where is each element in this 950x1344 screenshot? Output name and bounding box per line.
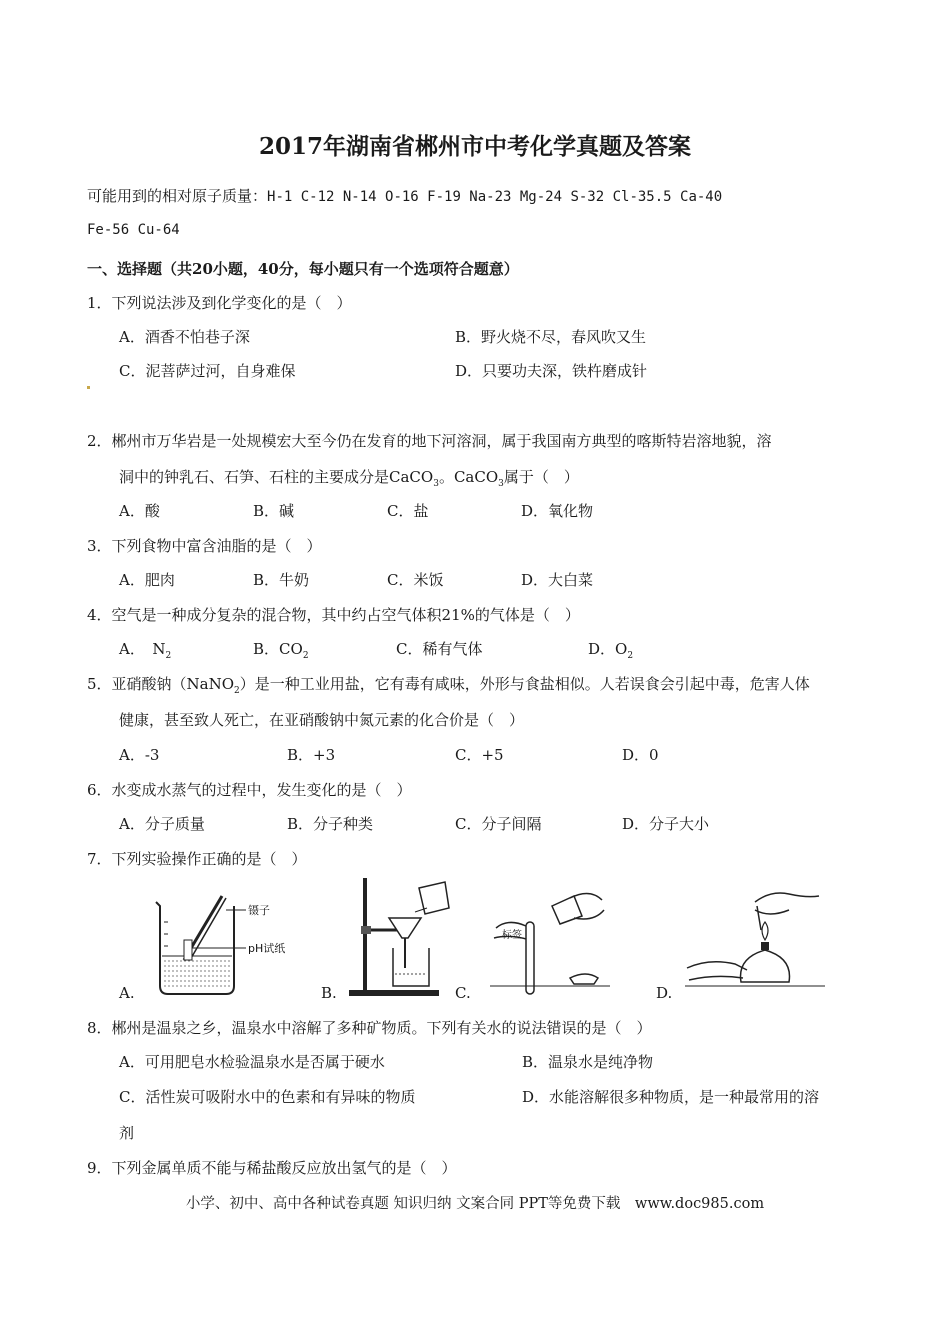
question-3-option-d: D．大白菜	[521, 571, 594, 589]
alcohol-lamp-illustration	[685, 888, 825, 1000]
question-6-stem: 6．水变成水蒸气的过程中，发生变化的是（ ）	[87, 781, 412, 799]
question-3-option-a: A．肥肉	[119, 571, 175, 589]
label-tube: 标签	[502, 930, 522, 941]
question-7-stem: 7．下列实验操作正确的是（ ）	[87, 850, 307, 868]
atomic-mass-values-2: Fe-56 Cu-64	[87, 222, 180, 238]
label-tweezers: 镊子	[248, 904, 270, 917]
atomic-mass-line	[87, 185, 722, 206]
question-1-option-d: D．只要功夫深，铁杵磨成针	[455, 362, 648, 380]
page-title: 2017年湖南省郴州市中考化学真题及答案	[258, 133, 691, 160]
question-8-option-c: C．活性炭可吸附水中的色素和有异味的物质	[119, 1088, 416, 1106]
question-7-option-b: B.	[321, 984, 337, 1002]
question-2-option-c: C．盐	[387, 502, 429, 520]
filtration-illustration	[345, 878, 455, 1000]
question-5-option-b: B．+3	[287, 746, 336, 764]
beaker-ph-paper-illustration	[150, 888, 300, 1000]
question-4-option-d: D．$O_2$	[588, 640, 634, 661]
question-8-stem: 8．郴州是温泉之乡，温泉水中溶解了多种矿物质。下列有关水的说法错误的是（ ）	[87, 1019, 652, 1037]
question-5-stem-2: 健康，甚至致人死亡，在亚硝酸钠中氮元素的化合价是（ ）	[119, 711, 525, 729]
question-2-option-b: B．碱	[253, 502, 295, 520]
question-3-option-c: C．米饭	[387, 571, 444, 589]
question-7-option-c: C.	[455, 984, 471, 1002]
question-4-stem: 4．空气是一种成分复杂的混合物，其中约占空气体积21%的气体是（ ）	[87, 606, 580, 624]
question-9-stem: 9．下列金属单质不能与稀盐酸反应放出氢气的是（ ）	[87, 1159, 457, 1177]
question-1-option-b: B．野火烧不尽，春风吹又生	[455, 328, 647, 346]
question-5-stem-1: 5．亚硝酸钠（NaNO$_2$）是一种工业用盐，它有毒有咸味，外形与食盐相似。人若误食会引起中毒，危害人体	[87, 675, 810, 696]
question-6-option-b: B．分子种类	[287, 815, 374, 833]
question-2-option-d: D．氧化物	[521, 502, 594, 520]
question-6-option-d: D．分子大小	[622, 815, 710, 833]
question-7-option-a: A.	[119, 984, 135, 1002]
question-2-stem-2: 洞中的钟乳石、石笋、石柱的主要成分是CaCO$_3$。CaCO$_3$属于（ ）	[119, 468, 579, 489]
question-8-option-a: A．可用肥皂水检验温泉水是否属于硬水	[119, 1053, 385, 1071]
scan-mark	[87, 386, 90, 389]
question-7-option-d: D.	[656, 984, 673, 1002]
pouring-liquid-illustration	[490, 888, 610, 1000]
question-4-option-c: C．稀有气体	[396, 640, 483, 658]
question-3-stem: 3．下列食物中富含油脂的是（ ）	[87, 537, 322, 555]
question-1-stem: 1．下列说法涉及到化学变化的是（ ）	[87, 294, 352, 312]
question-6-option-c: C．分子间隔	[455, 815, 542, 833]
question-8-option-d-2: 剂	[119, 1124, 135, 1142]
question-1-option-a: A．酒香不怕巷子深	[119, 328, 250, 346]
question-8-option-d-1: D．水能溶解很多种物质，是一种最常用的溶	[522, 1088, 820, 1106]
question-3-option-b: B．牛奶	[253, 571, 310, 589]
section-heading: 一、选择题（共20小题，40分，每小题只有一个选项符合题意）	[87, 260, 519, 278]
question-5-option-c: C．+5	[455, 746, 504, 764]
question-4-option-b: B．$CO_2$	[253, 640, 309, 661]
question-5-option-a: A．-3	[119, 746, 160, 764]
page-footer: 小学、初中、高中各种试卷真题 知识归纳 文案合同 PPT等免费下载 www.doc985.com	[185, 1196, 765, 1212]
question-5-option-d: D．0	[622, 746, 659, 764]
question-8-option-b: B．温泉水是纯净物	[522, 1053, 654, 1071]
label-ph-paper: pH试纸	[248, 942, 286, 955]
question-2-stem-1: 2．郴州市万华岩是一处规模宏大至今仍在发育的地下河溶洞，属于我国南方典型的喀斯特岩溶地貌，溶	[87, 432, 772, 450]
question-6-option-a: A．分子质量	[119, 815, 205, 833]
atomic-mass-values-1: H-1 C-12 N-14 O-16 F-19 Na-23 Mg-24 S-32 Cl-35.5 Ca-40	[267, 189, 723, 205]
question-4-option-a: A． $N_2$	[119, 640, 172, 661]
question-1-option-c: C．泥菩萨过河，自身难保	[119, 362, 296, 380]
question-2-option-a: A．酸	[119, 502, 160, 520]
atomic-mass-label: 可能用到的相对原子质量：	[87, 187, 268, 205]
